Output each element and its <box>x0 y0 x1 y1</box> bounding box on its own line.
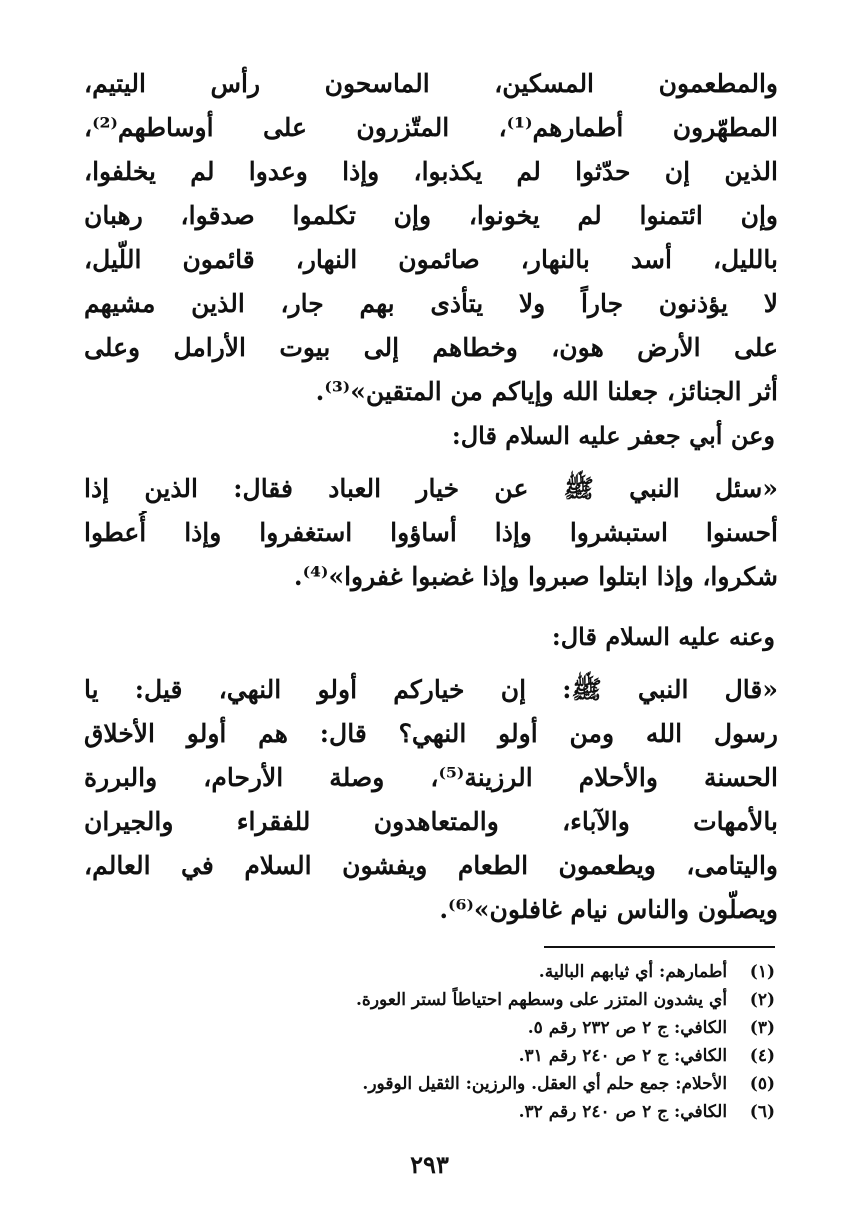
text-line: واليتامى، ويطعمون الطعام ويفشون السلام في العالم، <box>84 851 778 880</box>
text-line: رسول الله ومن أولو النهي؟ قال: هم أولو الأخلاق <box>84 719 778 748</box>
text-line: أحسنوا استبشروا وإذا أساؤوا استغفروا وإذا أُعطوا <box>84 518 778 547</box>
paragraph-hadith-1 <box>84 62 778 414</box>
text-line: «قال النبي ﷺ: إن خياركم أولو النهي، قيل: يا <box>84 675 778 704</box>
text-line: على الأرض هون، وخطاهم إلى بيوت الأرامل وعلى <box>84 333 778 362</box>
footnote-item <box>175 986 775 1014</box>
text-line: والمطعمون المسكين، الماسحون رأس اليتيم، <box>84 69 778 98</box>
text-line: الحسنة والأحلام الرزينة⁽⁵⁾، وصلة الأرحام، والبررة <box>84 763 778 792</box>
page-number: ٢٩٣ <box>410 1150 449 1179</box>
paragraph-hadith-2 <box>84 467 778 599</box>
footnote-item <box>175 958 775 986</box>
footnotes <box>175 958 775 1126</box>
text-line: لا يؤذنون جاراً ولا يتأذى بهم جار، الذين مشيهم <box>84 289 778 318</box>
footnote-item <box>175 1014 775 1042</box>
footnote-number: (١) <box>749 962 775 982</box>
text-line: بالليل، أسد بالنهار، صائمون النهار، قائمون اللّيل، <box>84 245 778 274</box>
footnote-text: الكافي: ج ٢ ص ٢٣٢ رقم ٥. <box>527 1018 728 1038</box>
footnote-item <box>175 1070 775 1098</box>
footnote-item <box>175 1042 775 1070</box>
footnote-text: الكافي: ج ٢ ص ٢٤٠ رقم ٣٢. <box>518 1102 728 1122</box>
text-line: أثر الجنائز، جعلنا الله وإياكم من المتقين»⁽³⁾. <box>315 377 778 406</box>
footnote-number: (٣) <box>749 1018 775 1038</box>
footnote-text: الكافي: ج ٢ ص ٢٤٠ رقم ٣١. <box>518 1046 728 1066</box>
footnote-number: (٦) <box>749 1102 775 1122</box>
footnote-text: الأحلام: جمع حلم أي العقل. والرزين: الثقيل الوقور. <box>362 1074 728 1094</box>
paragraph-hadith-3 <box>84 668 778 932</box>
text-line: وإن ائتمنوا لم يخونوا، وإن تكلموا صدقوا، رهبان <box>84 201 778 230</box>
footnote-item <box>175 1098 775 1126</box>
text-line: المطهّرون أطمارهم⁽¹⁾، المتّزرون على أوساطهم⁽²⁾، <box>84 113 778 142</box>
footnote-divider <box>544 946 775 948</box>
text-line: بالأمهات والآباء، والمتعاهدون للفقراء والجيران <box>84 807 778 836</box>
section-heading-abu-jafar: وعن أبي جعفر عليه السلام قال: <box>451 421 775 450</box>
text-line: شكروا، وإذا ابتلوا صبروا وإذا غضبوا غفروا»⁽⁴⁾. <box>293 562 778 591</box>
footnote-number: (٢) <box>749 990 775 1010</box>
text-line: «سئل النبي ﷺ عن خيار العباد فقال: الذين إذا <box>84 474 778 503</box>
text-line: الذين إن حدّثوا لم يكذبوا، وإذا وعدوا لم يخلفوا، <box>84 157 778 186</box>
text-line: ويصلّون والناس نيام غافلون»⁽⁶⁾. <box>439 895 778 924</box>
section-heading-anhu: وعنه عليه السلام قال: <box>551 622 775 651</box>
footnote-number: (٥) <box>749 1074 775 1094</box>
footnote-text: أطمارهم: أي ثيابهم البالية. <box>538 962 728 982</box>
footnote-number: (٤) <box>749 1046 775 1066</box>
footnote-text: أي يشدون المتزر على وسطهم احتياطاً لستر العورة. <box>356 990 728 1010</box>
